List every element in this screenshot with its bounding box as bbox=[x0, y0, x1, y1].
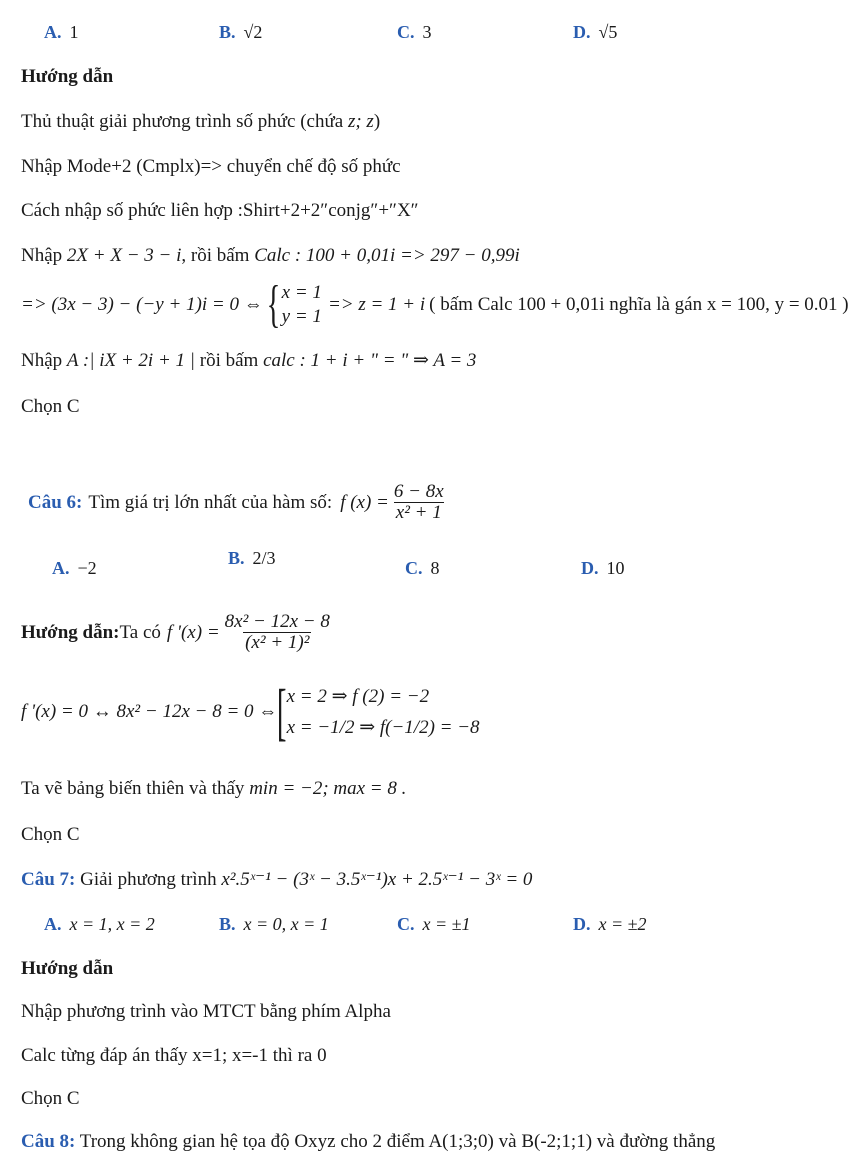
q5-guide-heading: Hướng dẫn bbox=[21, 66, 114, 87]
q7-question: Câu 7: Giải phương trình x².5ˣ⁻¹ − (3ˣ − 3.5ˣ⁻¹)x + 2.5ˣ⁻¹ − 3ˣ = 0 bbox=[21, 869, 533, 890]
q6-guide-solve: f '(x) = 0 ↔ 8x² − 12x − 8 = 0 ⇔ [ x = 2 ⇒ f (2) = −2 x = −1/2 ⇒ f(−1/2) = −8 bbox=[21, 676, 480, 747]
q5-guide-line3: Cách nhập số phức liên hợp :Shirt+2+2″conjg″+″X″ bbox=[21, 200, 419, 221]
q5-guide-line1: Thủ thuật giải phương trình số phức (chứa z; z) bbox=[21, 111, 381, 132]
q5-option-d: D. √5 bbox=[573, 22, 618, 42]
q7-guide-heading: Hướng dẫn bbox=[21, 958, 114, 979]
q7-option-c: C. x = ±1 bbox=[397, 914, 471, 934]
q6-option-d: D. 10 bbox=[581, 558, 625, 578]
q7-choose: Chọn C bbox=[21, 1088, 80, 1109]
q5-option-a: A. 1 bbox=[44, 22, 79, 42]
q6-question: Câu 6: Tìm giá trị lớn nhất của hàm số: f (x) = $\frac{6 - 8x}{\text{x² + 1}}$ bbox=[28, 481, 444, 523]
q8-question: Câu 8: Trong không gian hệ tọa độ Oxyz cho 2 điểm A(1;3;0) và B(-2;1;1) và đường thẳng bbox=[21, 1131, 716, 1152]
q5-guide-line2: Nhập Mode+2 (Cmplx)=> chuyển chế độ số phức bbox=[21, 156, 401, 177]
q5-option-b: B. √2 bbox=[219, 22, 263, 42]
q6-choose: Chọn C bbox=[21, 824, 80, 845]
q5-option-c: C. 3 bbox=[397, 22, 432, 42]
q7-option-d: D. x = ±2 bbox=[573, 914, 647, 934]
q5-guide-line6: Nhập A :| iX + 2i + 1 | rồi bấm calc : 1 + i + " = " ⇒ A = 3 bbox=[21, 350, 477, 371]
q5-choose: Chọn C bbox=[21, 396, 80, 417]
q5-guide-line5: => (3x − 3) − (−y + 1)i = 0 ⇔ { x = 1 y = 1 => z = 1 + i ( bấm Calc 100 + 0,01i nghĩa là gán x = 100, y = 0.01 ) bbox=[21, 276, 849, 333]
q6-option-a: A. −2 bbox=[52, 558, 97, 578]
q6-option-c: C. 8 bbox=[405, 558, 440, 578]
q5-guide-line4: Nhập 2X + X − 3 − i, rồi bấm Calc : 100 + 0,01i => 297 − 0,99i bbox=[21, 245, 520, 266]
q7-guide-line2: Calc từng đáp án thấy x=1; x=-1 thì ra 0 bbox=[21, 1045, 327, 1066]
q7-guide-line1: Nhập phương trình vào MTCT bằng phím Alpha bbox=[21, 1001, 391, 1022]
q7-option-a: A. x = 1, x = 2 bbox=[44, 914, 155, 934]
q6-option-b: B. 2/3 bbox=[228, 548, 276, 568]
q7-option-b: B. x = 0, x = 1 bbox=[219, 914, 329, 934]
q6-conclusion: Ta vẽ bảng biến thiên và thấy min = −2; max = 8 . bbox=[21, 778, 407, 799]
q6-guide-derivative: Hướng dẫn: Ta có f '(x) = $\frac{\text{8x² − 12x − 8}}{\text{(x² + 1)²}}$ bbox=[21, 611, 330, 653]
